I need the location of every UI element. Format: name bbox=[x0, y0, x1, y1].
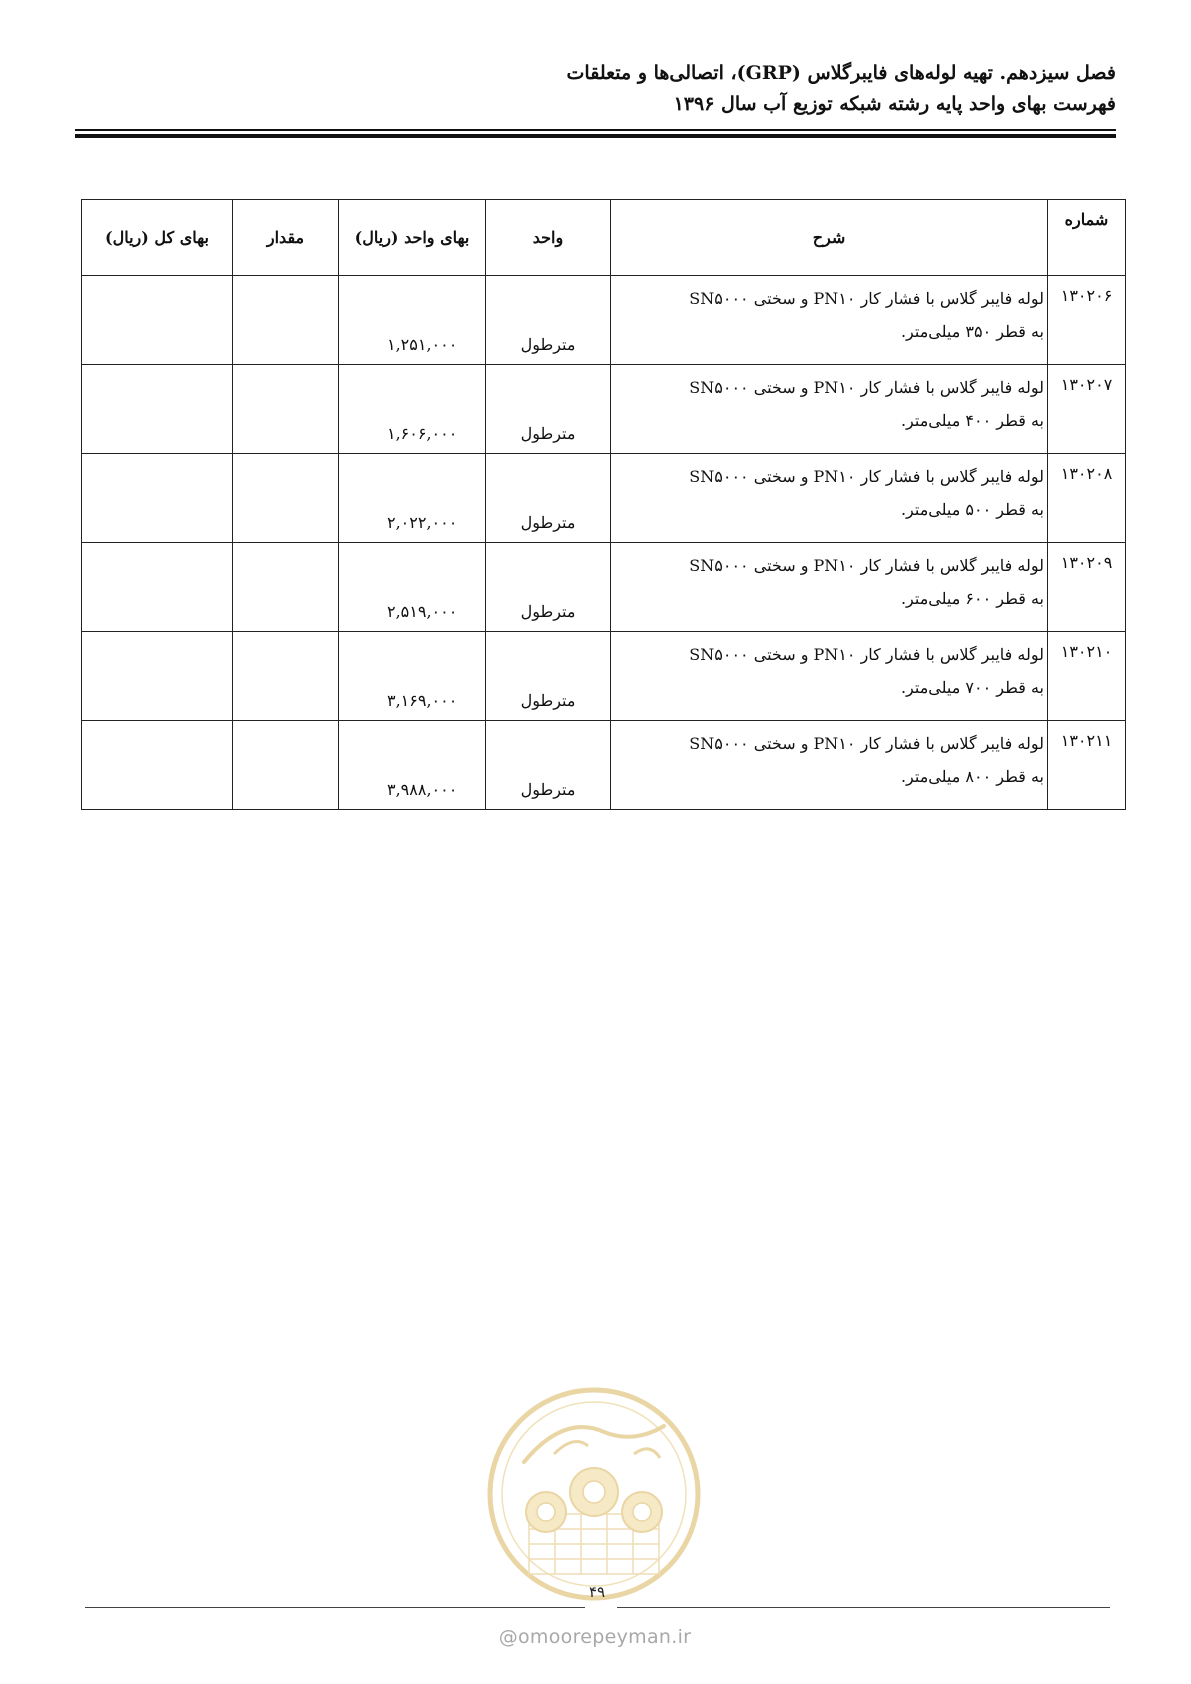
item-total bbox=[82, 543, 233, 632]
item-unit-price: ۲,۵۱۹,۰۰۰ bbox=[339, 543, 486, 632]
item-unit-price: ۱,۲۵۱,۰۰۰ bbox=[339, 276, 486, 365]
header-number: شماره bbox=[1048, 200, 1126, 276]
item-description bbox=[611, 632, 1048, 721]
description-line: لوله فایبر گلاس با فشار کار PN۱۰ و سختی SN۵۰۰۰ bbox=[689, 556, 1044, 575]
header-quantity: مقدار bbox=[233, 200, 339, 276]
item-unit: مترطول bbox=[486, 276, 611, 365]
item-unit: مترطول bbox=[486, 454, 611, 543]
description-line: لوله فایبر گلاس با فشار کار PN۱۰ و سختی SN۵۰۰۰ bbox=[689, 378, 1044, 397]
item-description bbox=[611, 276, 1048, 365]
site-watermark-text: @omoorepeyman.ir bbox=[498, 1626, 692, 1648]
description-line: به قطر ۷۰۰ میلی‌متر. bbox=[900, 678, 1044, 697]
table-row bbox=[82, 632, 1126, 721]
item-number: ۱۳۰۲۱۰ bbox=[1048, 632, 1126, 721]
item-quantity bbox=[233, 721, 339, 810]
table-row bbox=[82, 365, 1126, 454]
table-header-row bbox=[82, 200, 1126, 276]
item-number: ۱۳۰۲۰۷ bbox=[1048, 365, 1126, 454]
table-row bbox=[82, 721, 1126, 810]
header-description: شرح bbox=[611, 200, 1048, 276]
page-number: ۴۹ bbox=[588, 1583, 606, 1601]
description-line: به قطر ۵۰۰ میلی‌متر. bbox=[900, 500, 1044, 519]
header-rule-thick bbox=[75, 134, 1116, 138]
item-unit: مترطول bbox=[486, 365, 611, 454]
item-unit-price: ۳,۱۶۹,۰۰۰ bbox=[339, 632, 486, 721]
description-line: به قطر ۸۰۰ میلی‌متر. bbox=[900, 767, 1044, 786]
item-total bbox=[82, 276, 233, 365]
item-description bbox=[611, 543, 1048, 632]
item-description bbox=[611, 365, 1048, 454]
item-quantity bbox=[233, 276, 339, 365]
footer-rule-right bbox=[617, 1607, 1110, 1608]
item-unit-price: ۲,۰۲۲,۰۰۰ bbox=[339, 454, 486, 543]
footer-rule-left bbox=[85, 1607, 585, 1608]
item-unit: مترطول bbox=[486, 632, 611, 721]
item-quantity bbox=[233, 454, 339, 543]
item-unit-price: ۱,۶۰۶,۰۰۰ bbox=[339, 365, 486, 454]
table-row bbox=[82, 543, 1126, 632]
chapter-title: فصل سیزدهم. تهیه لوله‌های فایبرگلاس (GRP)، اتصالی‌ها و متعلقات bbox=[566, 62, 1116, 84]
item-total bbox=[82, 632, 233, 721]
watermark-logo bbox=[484, 1384, 704, 1604]
description-line: لوله فایبر گلاس با فشار کار PN۱۰ و سختی SN۵۰۰۰ bbox=[689, 289, 1044, 308]
table-row bbox=[82, 276, 1126, 365]
description-line: به قطر ۳۵۰ میلی‌متر. bbox=[900, 322, 1044, 341]
item-number: ۱۳۰۲۰۶ bbox=[1048, 276, 1126, 365]
item-unit: مترطول bbox=[486, 721, 611, 810]
item-unit-price: ۳,۹۸۸,۰۰۰ bbox=[339, 721, 486, 810]
header-unit-price: بهای واحد (ریال) bbox=[339, 200, 486, 276]
item-quantity bbox=[233, 543, 339, 632]
description-line: لوله فایبر گلاس با فشار کار PN۱۰ و سختی SN۵۰۰۰ bbox=[689, 645, 1044, 664]
item-number: ۱۳۰۲۱۱ bbox=[1048, 721, 1126, 810]
table-row bbox=[82, 454, 1126, 543]
item-total bbox=[82, 365, 233, 454]
document-header bbox=[76, 58, 1116, 120]
price-list-table bbox=[81, 199, 1126, 810]
item-number: ۱۳۰۲۰۹ bbox=[1048, 543, 1126, 632]
description-line: لوله فایبر گلاس با فشار کار PN۱۰ و سختی SN۵۰۰۰ bbox=[689, 734, 1044, 753]
description-line: لوله فایبر گلاس با فشار کار PN۱۰ و سختی SN۵۰۰۰ bbox=[689, 467, 1044, 486]
item-unit: مترطول bbox=[486, 543, 611, 632]
description-line: به قطر ۴۰۰ میلی‌متر. bbox=[900, 411, 1044, 430]
item-quantity bbox=[233, 365, 339, 454]
document-title: فهرست بهای واحد پایه رشته شبکه توزیع آب سال ۱۳۹۶ bbox=[673, 93, 1116, 115]
header-rule-thin bbox=[75, 129, 1116, 131]
item-quantity bbox=[233, 632, 339, 721]
item-description bbox=[611, 454, 1048, 543]
item-total bbox=[82, 454, 233, 543]
header-total-price: بهای کل (ریال) bbox=[82, 200, 233, 276]
header-unit: واحد bbox=[486, 200, 611, 276]
item-number: ۱۳۰۲۰۸ bbox=[1048, 454, 1126, 543]
description-line: به قطر ۶۰۰ میلی‌متر. bbox=[900, 589, 1044, 608]
item-description bbox=[611, 721, 1048, 810]
item-total bbox=[82, 721, 233, 810]
